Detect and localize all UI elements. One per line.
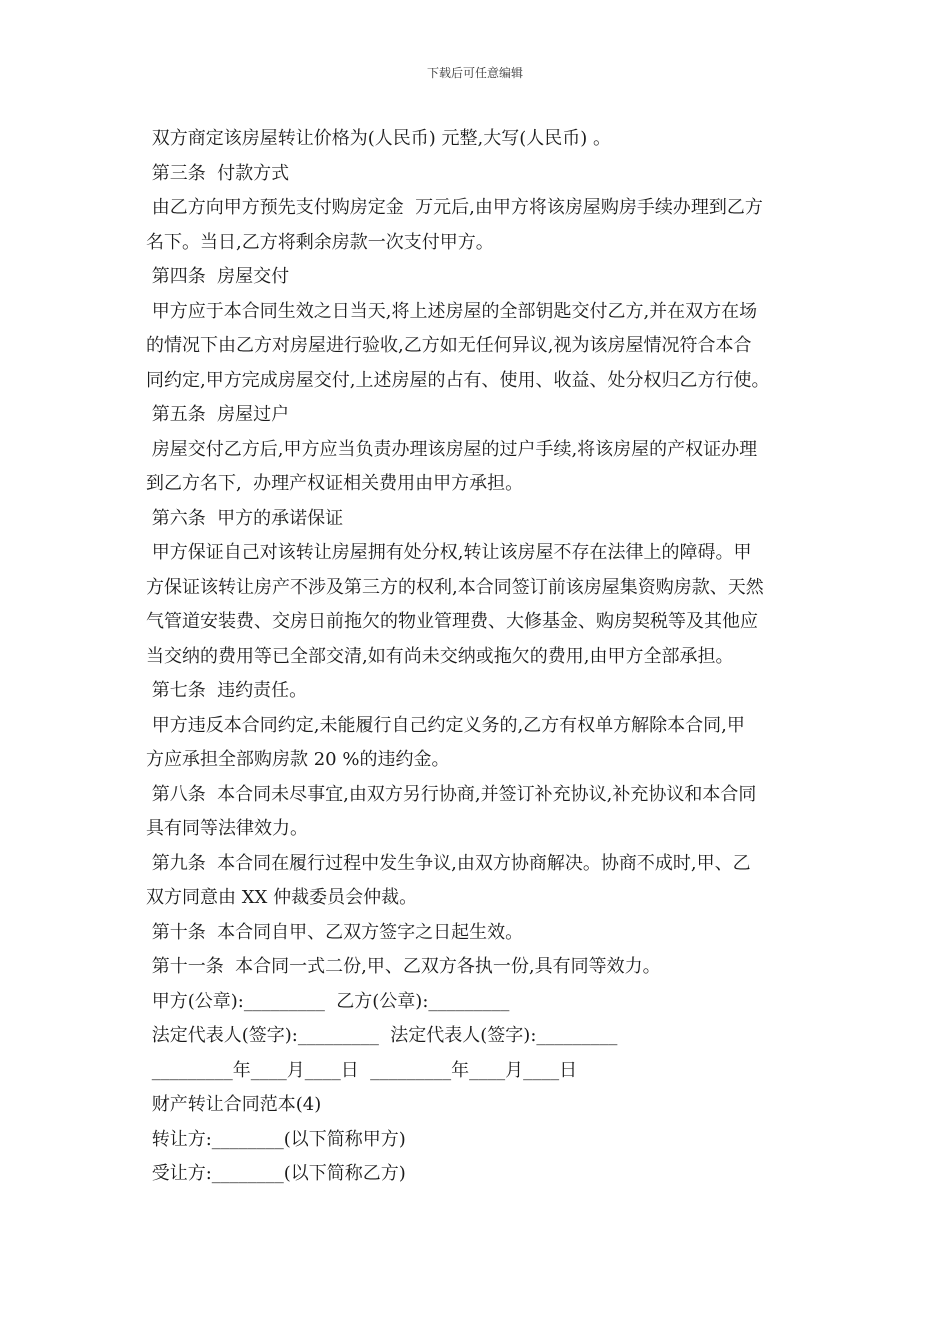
- text-line: 甲方保证自己对该转让房屋拥有处分权,转让该房屋不存在法律上的障碍。甲: [146, 542, 752, 563]
- text-line: 当交纳的费用等已全部交清,如有尚未交纳或拖欠的费用,由甲方全部承担。: [146, 645, 734, 667]
- text-line: 第十条 本合同自甲、乙双方签字之日起生效。: [146, 921, 524, 943]
- party-line: 受让方:________(以下简称乙方): [146, 1163, 406, 1184]
- text-line: 具有同等法律效力。: [146, 818, 308, 839]
- section-heading: 第五条 房屋过户: [146, 404, 290, 425]
- text-line: 房屋交付乙方后,甲方应当负责办理该房屋的过户手续,将该房屋的产权证办理: [146, 438, 758, 460]
- section-heading: 第六条 甲方的承诺保证: [146, 507, 344, 529]
- signature-line: 法定代表人(签字):_________ 法定代表人(签字):_________: [146, 1025, 618, 1046]
- date-line: _________年____月____日 _________年____月____日: [146, 1059, 578, 1081]
- text-line: 方应承担全部购房款 20 %的违约金。: [146, 749, 450, 770]
- text-line: 方保证该转让房产不涉及第三方的权利,本合同签订前该房屋集资购房款、天然: [146, 576, 764, 598]
- section-heading: 第四条 房屋交付: [146, 266, 290, 287]
- contract-title: 财产转让合同范本(4): [146, 1094, 322, 1115]
- party-line: 转让方:________(以下简称甲方): [146, 1128, 406, 1150]
- text-line: 双方同意由 XX 仲裁委员会仲裁。: [146, 887, 418, 908]
- page-header: 下载后可任意编辑: [426, 66, 523, 80]
- text-line: 名下。当日,乙方将剩余房款一次支付甲方。: [146, 231, 494, 253]
- document-body: [146, 122, 808, 1192]
- section-heading: 第三条 付款方式: [146, 162, 290, 184]
- signature-line: 甲方(公章):_________ 乙方(公章):_________: [146, 990, 510, 1012]
- text-line: 甲方应于本合同生效之日当天,将上述房屋的全部钥匙交付乙方,并在双方在场: [146, 300, 758, 322]
- text-line: 的情况下由乙方对房屋进行验收,乙方如无任何异议,视为该房屋情况符合本合: [146, 335, 752, 356]
- text-line: 由乙方向甲方预先支付购房定金 万元后,由甲方将该房屋购房手续办理到乙方: [146, 197, 763, 218]
- section-heading: 第七条 违约责任。: [146, 680, 308, 701]
- text-line: 第八条 本合同未尽事宜,由双方另行协商,并签订补充协议,补充协议和本合同: [146, 783, 757, 805]
- text-line: 双方商定该房屋转让价格为(人民币) 元整,大写(人民币) 。: [146, 128, 611, 149]
- text-line: 第十一条 本合同一式二份,甲、乙双方各执一份,具有同等效力。: [146, 956, 661, 977]
- text-line: 气管道安装费、交房日前拖欠的物业管理费、大修基金、购房契税等及其他应: [146, 611, 758, 632]
- text-line: 到乙方名下, 办理产权证相关费用由甲方承担。: [146, 473, 524, 494]
- text-line: 甲方违反本合同约定,未能履行自己约定义务的,乙方有权单方解除本合同,甲: [146, 714, 745, 736]
- text-line: 第九条 本合同在履行过程中发生争议,由双方协商解决。协商不成时,甲、乙: [146, 852, 751, 874]
- text-line: 同约定,甲方完成房屋交付,上述房屋的占有、使用、收益、处分权归乙方行使。: [146, 369, 770, 391]
